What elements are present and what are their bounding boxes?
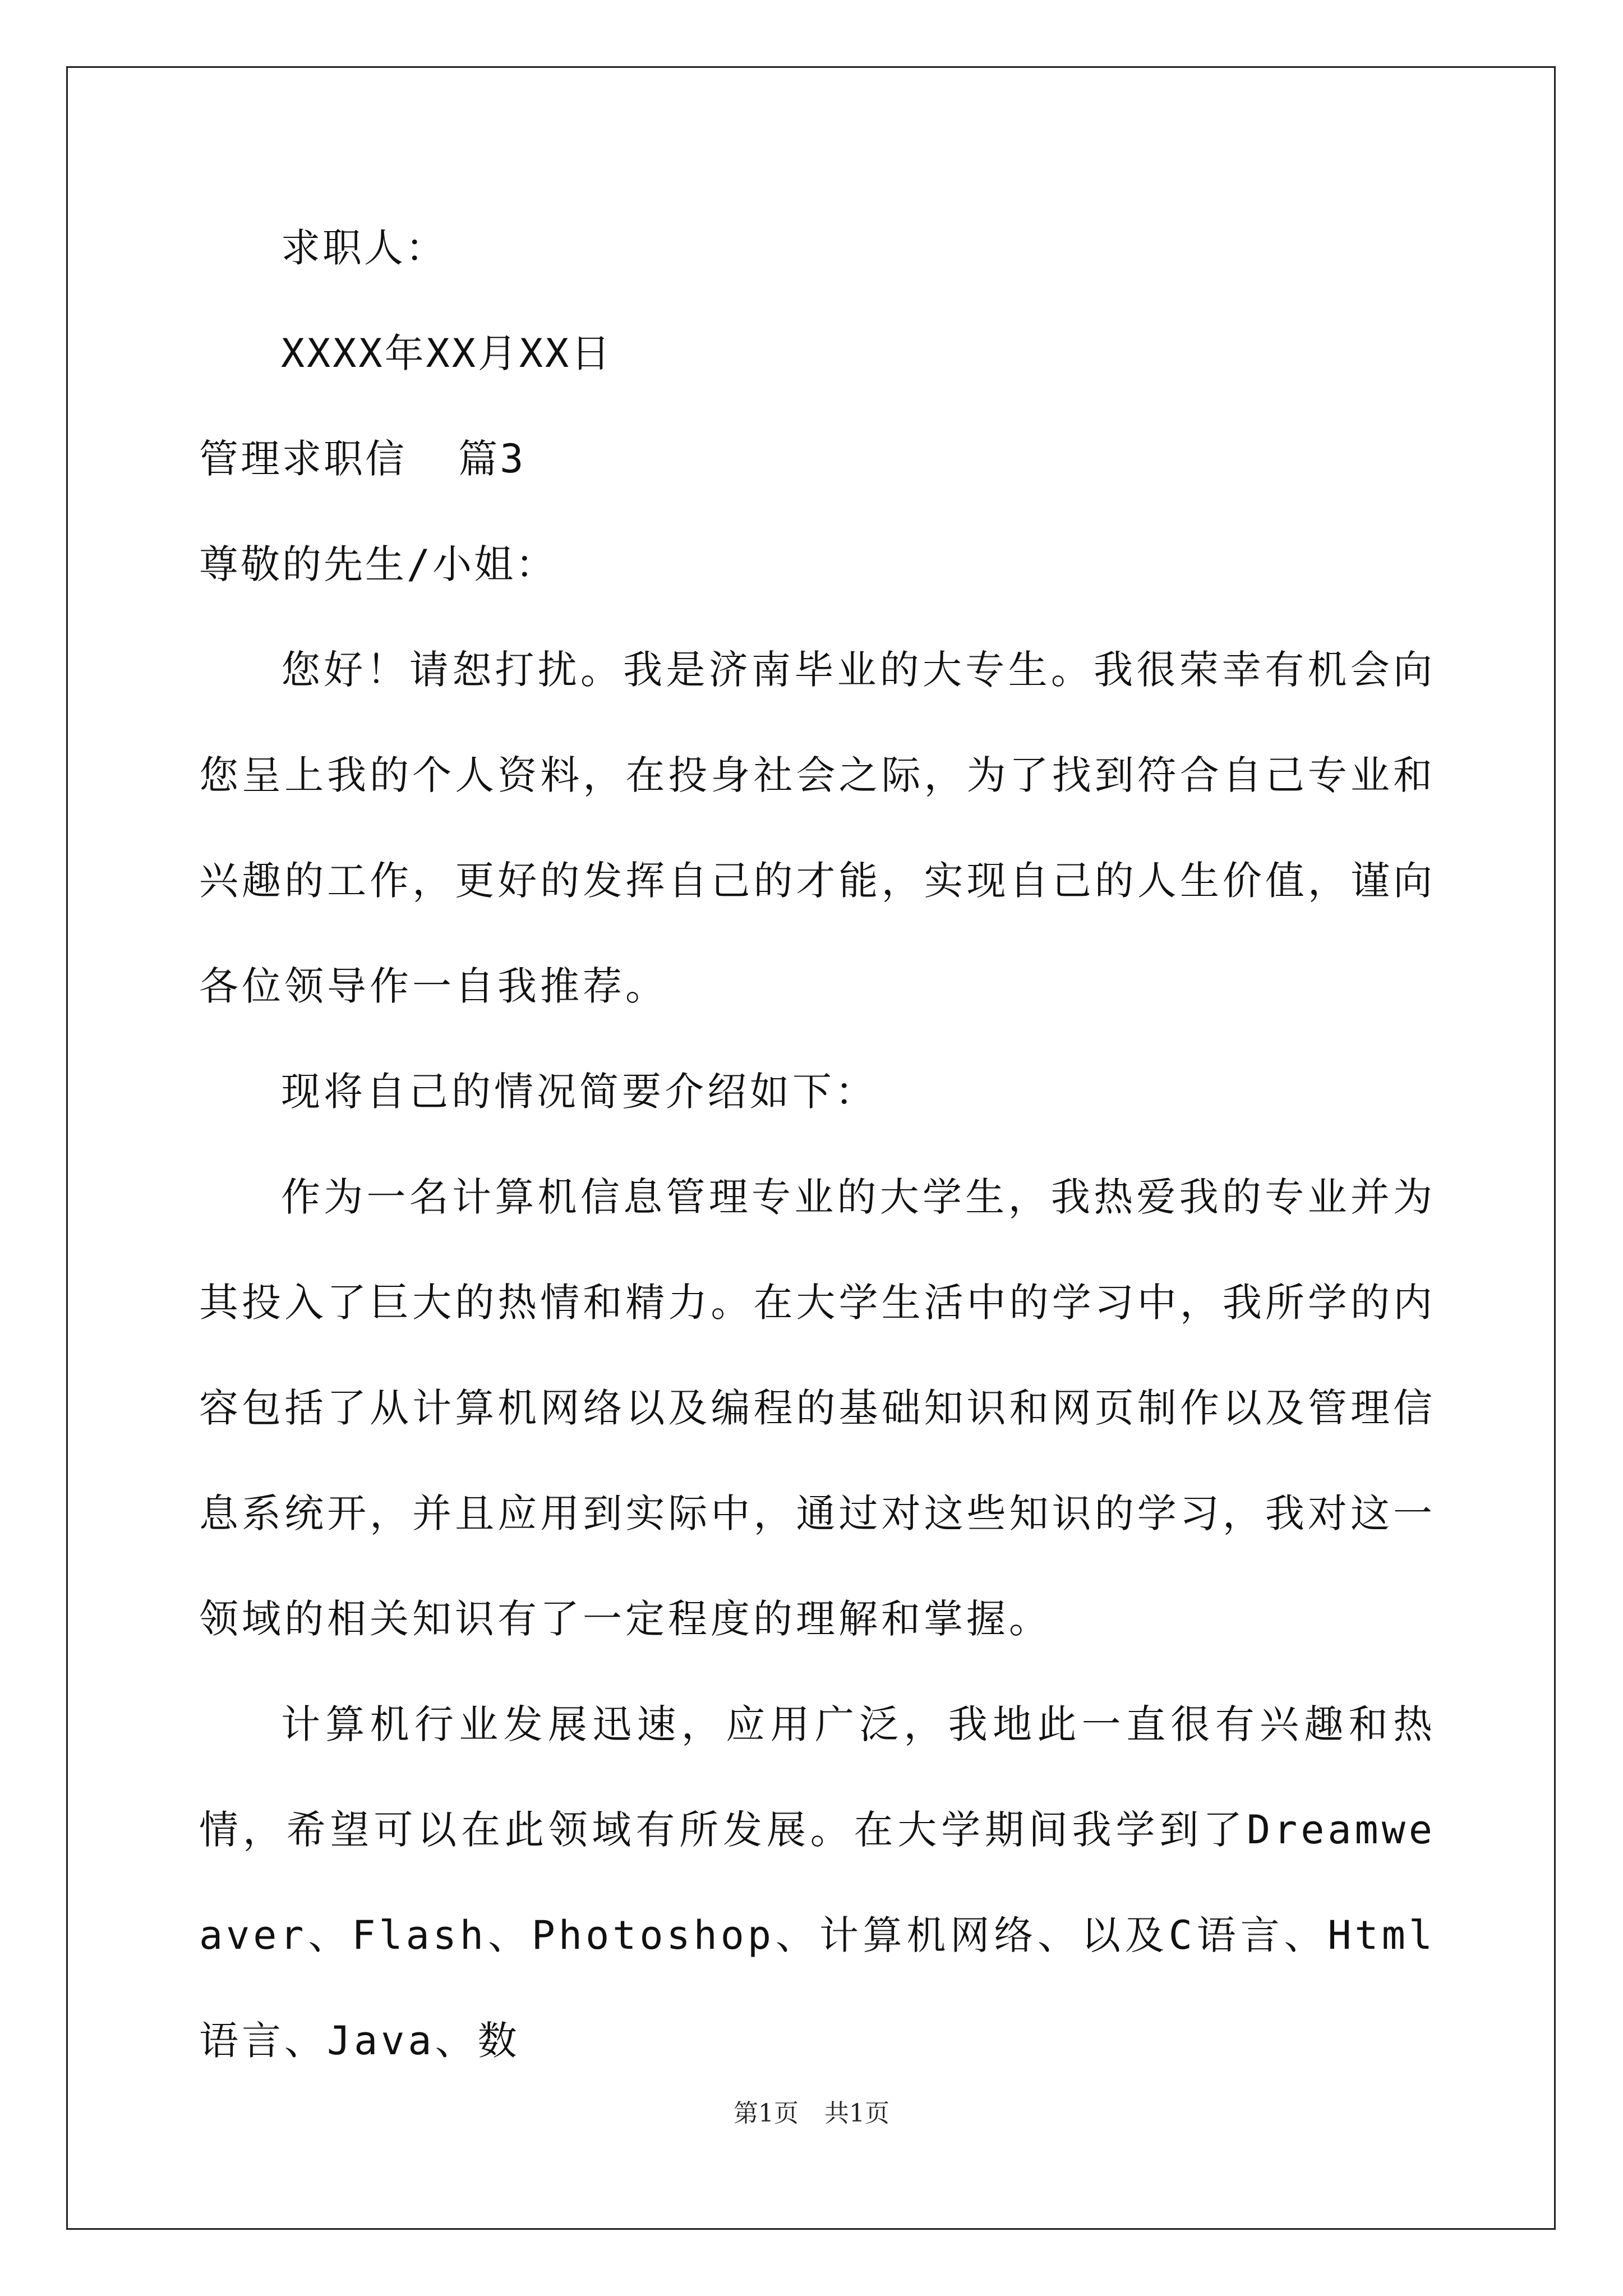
paragraph-major: 作为一名计算机信息管理专业的大学生，我热爱我的专业并为其投入了巨大的热情和精力。在大学生活中的学习中，我所学的内容包括了从计算机网络以及编程的基础知识和网页制作以及管理信息系统开，并且应用到实际中，通过对这些知识的学习，我对这一领域的相关知识有了一定程度的理解和掌握。 (199, 1174, 1436, 1642)
paragraph-overview: 现将自己的情况简要介绍如下： (281, 1069, 878, 1115)
paragraph-skills: 计算机行业发展迅速，应用广泛，我地此一直很有兴趣和热情，希望可以在此领域有所发展。在大学期间我学到了Dreamweaver、Flash、Photoshop、计算机网络、以及C语言、Html语言、Java、数 (199, 1701, 1436, 2064)
section-title: 管理求职信 篇3 (199, 436, 526, 482)
page-footer (0, 2097, 1623, 2131)
page-number: 第1页 (734, 2099, 799, 2128)
paragraph-intro: 您好！请恕打扰。我是济南毕业的大专生。我很荣幸有机会向您呈上我的个人资料，在投身社会之际，为了找到符合自己专业和兴趣的工作，更好的发挥自己的才能，实现自己的人生价值，谨向各位领导作一自我推荐。 (199, 647, 1436, 1009)
signer-label: 求职人： (281, 225, 447, 271)
document-body (199, 222, 1436, 2093)
page-total: 共1页 (824, 2099, 889, 2128)
date-line: XXXX年XX月XX日 (281, 330, 613, 376)
salutation: 尊敬的先生/小姐： (199, 541, 557, 587)
